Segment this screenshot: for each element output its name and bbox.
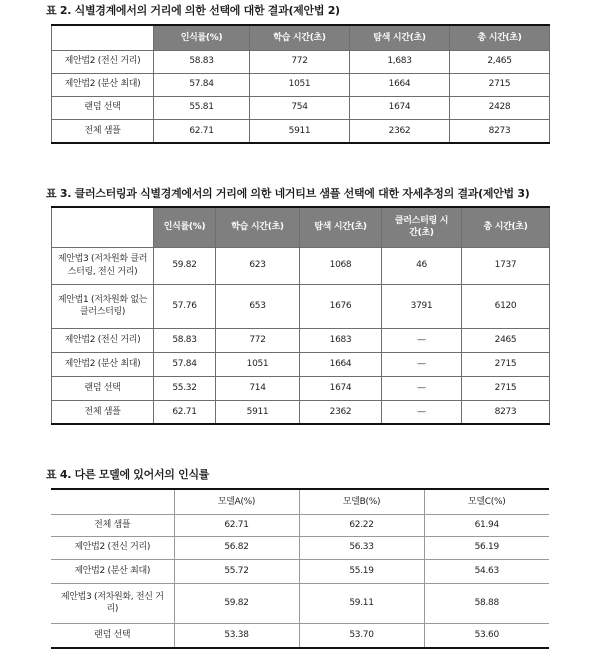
table-row [52,247,550,284]
row-label: 제안법2 (분산 최대) [51,559,174,583]
table3-header-cell: 클러스터링 시간(초) [382,207,462,247]
row-label: 랜덤 선택 [51,623,174,648]
table4-caption: 표 4. 다른 모델에 있어서의 인식률 [46,468,210,481]
table-cell: 714 [216,376,300,400]
table-cell: 1068 [300,247,382,284]
table-cell: 623 [216,247,300,284]
table-row [52,400,550,424]
table-cell: 2715 [462,352,550,376]
table-row [52,119,550,143]
table-row [51,559,549,583]
table-row [52,96,550,119]
table-cell: 772 [250,50,350,73]
table-cell: 57.84 [154,73,250,96]
table-cell: 653 [216,284,300,328]
table3-header-cell: 총 시간(초) [462,207,550,247]
table-cell: 58.88 [424,583,549,623]
row-label: 제안법2 (분산 최대) [52,73,154,96]
table-cell: 1674 [350,96,450,119]
table-cell: 58.83 [154,50,250,73]
table-cell: 59.82 [154,247,216,284]
table-cell: 8273 [450,119,550,143]
table3-caption: 표 3. 클러스터링과 식별경계에서의 거리에 의한 네거티브 샘플 선택에 대한 자세추정의 결과(제안법 3) [46,187,530,200]
table-cell: 56.19 [424,536,549,559]
table-cell: 62.71 [174,514,299,536]
table-cell: 1676 [300,284,382,328]
table-cell: 1,683 [350,50,450,73]
row-label: 전체 샘플 [52,119,154,143]
table2-header-cell [52,25,154,50]
table-cell: 5911 [250,119,350,143]
table-cell: 54.63 [424,559,549,583]
table4-header-cell [51,489,174,514]
table-cell: 1674 [300,376,382,400]
row-label: 제안법2 (분산 최대) [52,352,154,376]
table-cell: 59.11 [299,583,424,623]
table-cell: 53.60 [424,623,549,648]
row-label: 제안법2 (전신 거리) [52,50,154,73]
table2-caption: 표 2. 식별경계에서의 거리에 의한 선택에 대한 결과(제안법 2) [46,4,340,17]
table-cell: 754 [250,96,350,119]
table2-header-cell: 총 시간(초) [450,25,550,50]
table-cell: 2362 [350,119,450,143]
table3-header-cell: 인식률(%) [154,207,216,247]
table-cell: 5911 [216,400,300,424]
table-cell: 2715 [462,376,550,400]
table-cell: 1737 [462,247,550,284]
table-cell: 1051 [250,73,350,96]
table-cell: 59.82 [174,583,299,623]
table-cell: 61.94 [424,514,549,536]
table-cell: 55.81 [154,96,250,119]
table-cell: 1664 [350,73,450,96]
table-cell: 57.76 [154,284,216,328]
table-row [51,514,549,536]
table-cell: 55.72 [174,559,299,583]
table4 [51,488,549,649]
table-cell: 3791 [382,284,462,328]
table4-header-cell: 모델C(%) [424,489,549,514]
table-cell: 62.71 [154,119,250,143]
table-cell: 53.70 [299,623,424,648]
table2-header-row [52,25,550,50]
table-cell: 56.33 [299,536,424,559]
table-cell: 55.19 [299,559,424,583]
table2 [51,24,550,144]
table-cell: 53.38 [174,623,299,648]
table-cell: 62.71 [154,400,216,424]
table-cell: — [382,400,462,424]
table4-header-cell: 모델A(%) [174,489,299,514]
table-row [52,284,550,328]
table2-header-cell: 탐색 시간(초) [350,25,450,50]
table3-header-cell [52,207,154,247]
table-cell: 46 [382,247,462,284]
table-cell: 2362 [300,400,382,424]
table-cell: 62.22 [299,514,424,536]
table-row [52,352,550,376]
table-row [52,50,550,73]
table4-header-cell: 모델B(%) [299,489,424,514]
table-cell: 6120 [462,284,550,328]
row-label: 전체 샘플 [51,514,174,536]
table-cell: 57.84 [154,352,216,376]
table-cell: 2428 [450,96,550,119]
row-label: 제안법1 (저차원화 없는 클러스터링) [52,284,154,328]
table-cell: 2465 [462,328,550,352]
row-label: 랜덤 선택 [52,376,154,400]
table3 [51,206,550,425]
table-cell: 1683 [300,328,382,352]
table3-header-row [52,207,550,247]
table3-header-cell: 학습 시간(초) [216,207,300,247]
table2-header-cell: 인식률(%) [154,25,250,50]
table-row [51,583,549,623]
table-cell: 1051 [216,352,300,376]
row-label: 제안법2 (전신 거리) [52,328,154,352]
table-row [52,376,550,400]
table-row [52,73,550,96]
table-cell: 58.83 [154,328,216,352]
table-cell: 2,465 [450,50,550,73]
table3-header-cell: 탐색 시간(초) [300,207,382,247]
table2-header-cell: 학습 시간(초) [250,25,350,50]
table-cell: — [382,352,462,376]
table-cell: 1664 [300,352,382,376]
table-cell: 772 [216,328,300,352]
table-cell: — [382,328,462,352]
row-label: 제안법2 (전신 거리) [51,536,174,559]
table-cell: — [382,376,462,400]
row-label: 랜덤 선택 [52,96,154,119]
table-row [52,328,550,352]
row-label: 제안법3 (저차원화 클러스터링, 전신 거리) [52,247,154,284]
table-cell: 8273 [462,400,550,424]
row-label: 제안법3 (저차원화, 전신 거리) [51,583,174,623]
table-row [51,623,549,648]
table-cell: 2715 [450,73,550,96]
table-cell: 56.82 [174,536,299,559]
table4-header-row [51,489,549,514]
row-label: 전체 샘플 [52,400,154,424]
table-row [51,536,549,559]
table-cell: 55.32 [154,376,216,400]
